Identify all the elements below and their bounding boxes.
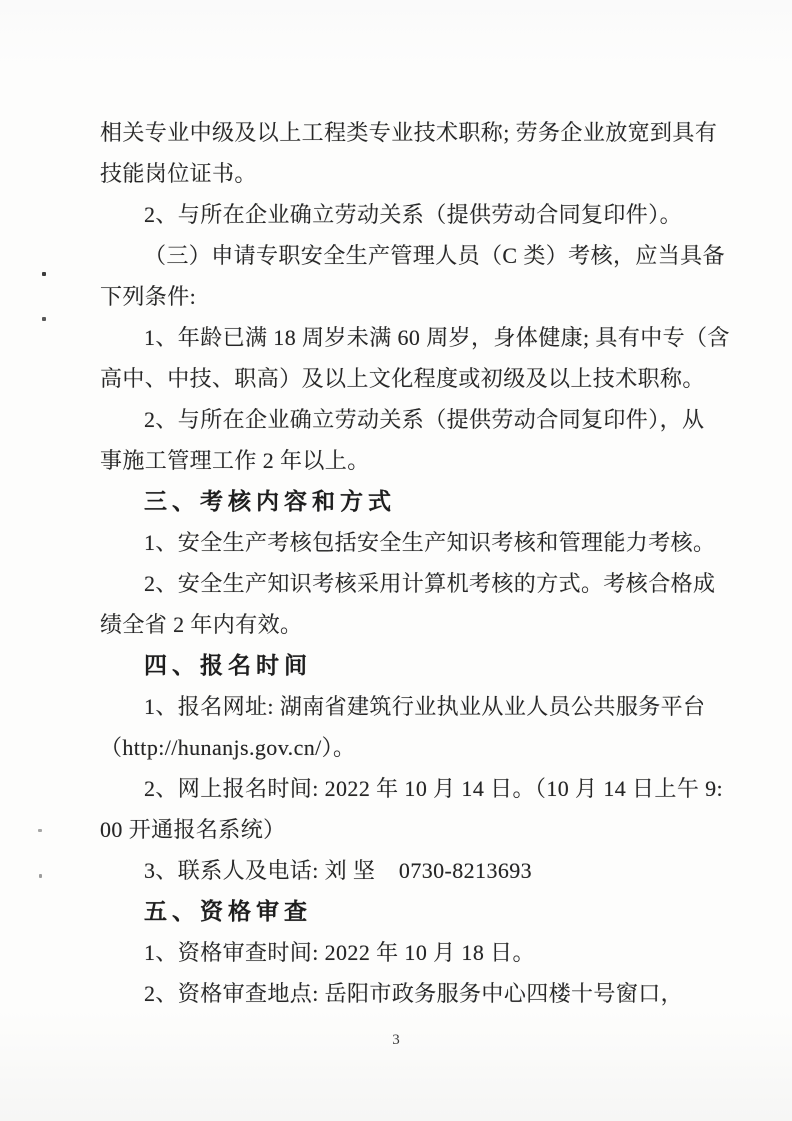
scan-speck (38, 829, 42, 832)
doc-line: 绩全省 2 年内有效。 (100, 612, 303, 637)
doc-line: 2、与所在企业确立劳动关系（提供劳动合同复印件）。 (144, 202, 683, 227)
doc-line: 技能岗位证书。 (100, 161, 257, 186)
scan-speck (42, 317, 46, 321)
doc-line: 2、资格审查地点: 岳阳市政务服务中心四楼十号窗口， (144, 981, 684, 1006)
doc-line: 1、资格审查时间: 2022 年 10 月 18 日。 (144, 940, 535, 965)
doc-line: 2、与所在企业确立劳动关系（提供劳动合同复印件），从 (144, 407, 705, 432)
doc-line: （http://hunanjs.gov.cn/）。 (100, 735, 356, 760)
doc-line: 00 开通报名系统） (100, 817, 286, 842)
doc-line: 3、联系人及电话: 刘 坚 0730-8213693 (144, 858, 533, 883)
doc-line: 下列条件: (100, 284, 197, 309)
document-body (100, 112, 730, 1014)
doc-line: 事施工管理工作 2 年以上。 (100, 448, 370, 473)
doc-line: 2、安全生产知识考核采用计算机考核的方式。考核合格成 (144, 571, 716, 596)
doc-line: 2、网上报名时间: 2022 年 10 月 14 日。（10 月 14 日上午 9: (144, 776, 724, 801)
section-heading: 四、报名时间 (144, 652, 312, 678)
scan-speck (42, 272, 46, 276)
section-heading: 三、考核内容和方式 (144, 488, 396, 514)
doc-line: 相关专业中级及以上工程类专业技术职称; 劳务企业放宽到具有 (100, 120, 718, 145)
doc-line: 高中、中技、职高）及以上文化程度或初级及以上技术职称。 (100, 366, 705, 391)
doc-line: 1、年龄已满 18 周岁未满 60 周岁，身体健康; 具有中专（含 (144, 325, 730, 350)
scan-speck (39, 874, 42, 878)
page-number: 3 (392, 1032, 400, 1048)
doc-line: （三）申请专职安全生产管理人员（C 类）考核，应当具备 (144, 243, 725, 268)
doc-line: 1、安全生产考核包括安全生产知识考核和管理能力考核。 (144, 530, 716, 555)
section-heading: 五、资格审查 (144, 898, 312, 924)
doc-line: 1、报名网址: 湖南省建筑行业执业从业人员公共服务平台 (144, 694, 706, 719)
